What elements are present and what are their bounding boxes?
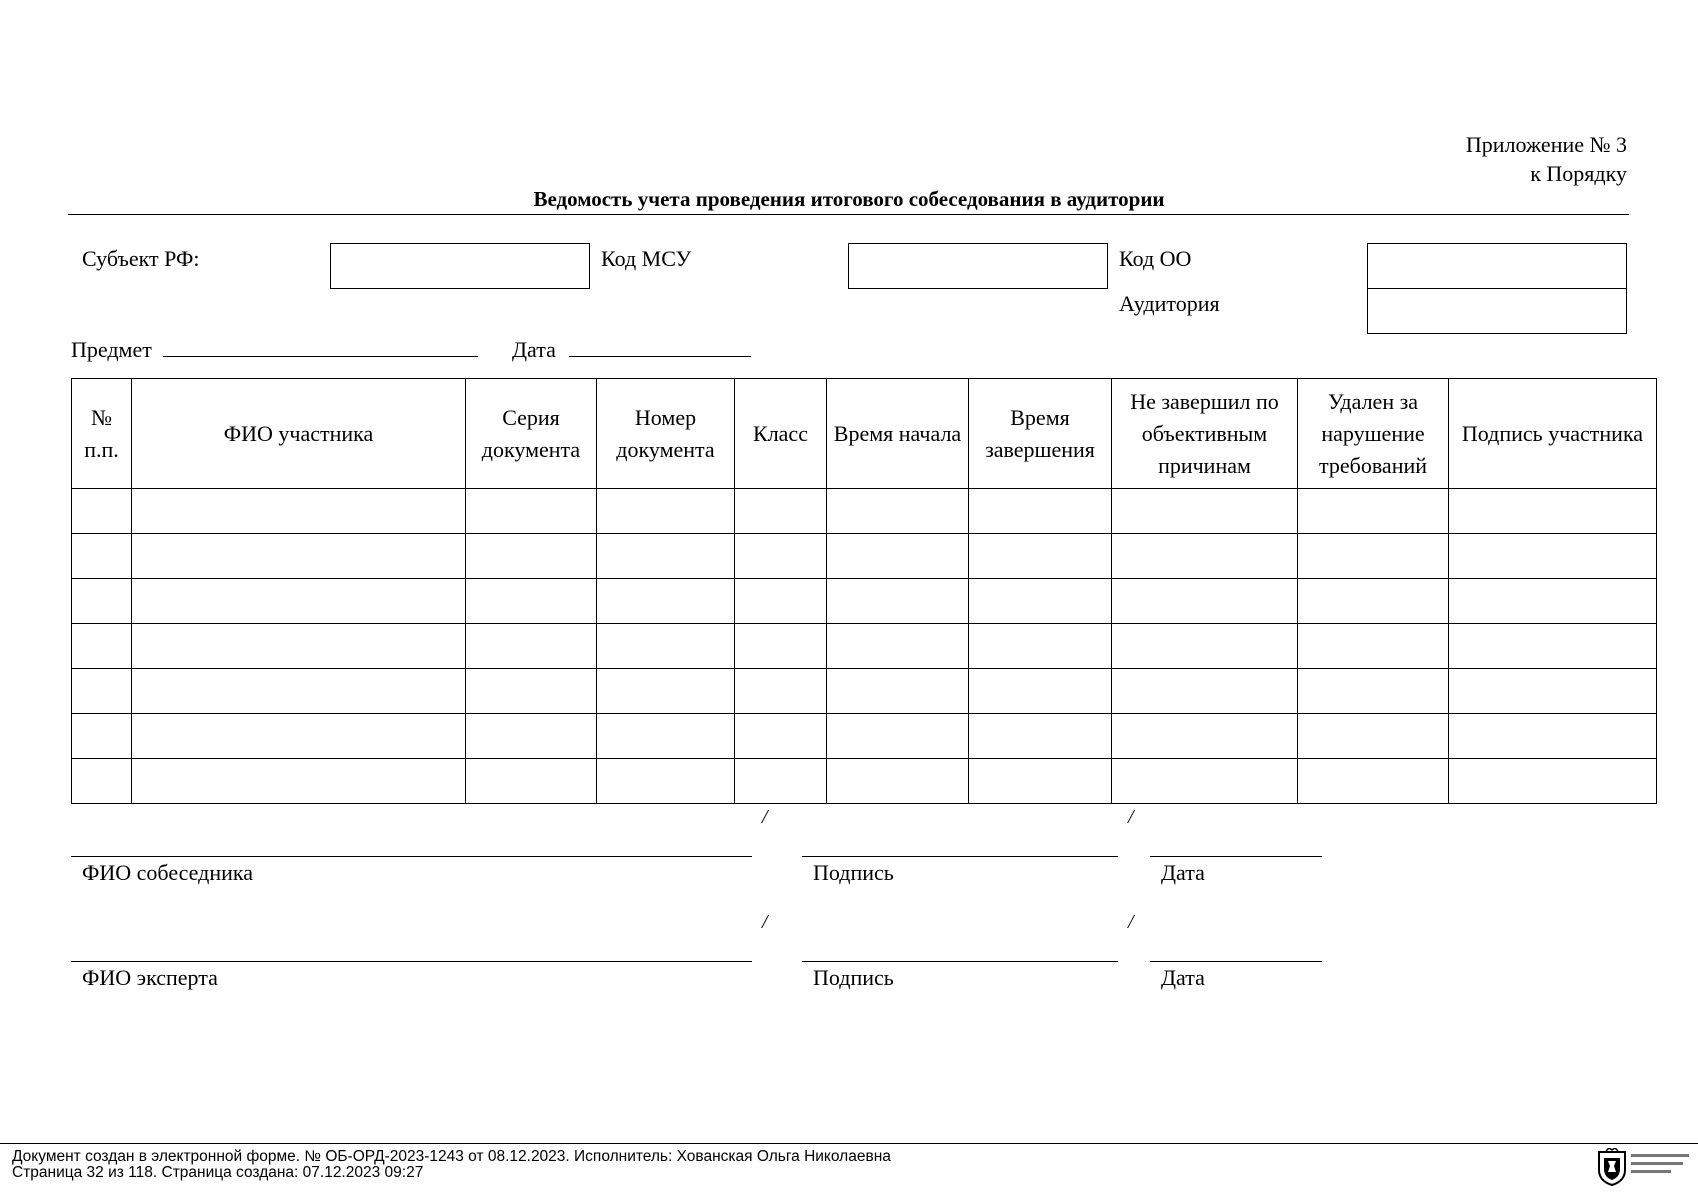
date-blank[interactable] [569,336,751,357]
table-cell[interactable] [1298,624,1449,669]
table-cell[interactable] [969,489,1112,534]
table-cell[interactable] [827,534,969,579]
government-seal [1596,1148,1692,1186]
table-cell[interactable] [72,669,132,714]
table-cell[interactable] [1449,759,1657,804]
table-cell[interactable] [735,759,827,804]
interviewer-name-line[interactable] [71,856,752,857]
footer-page-info: Страница 32 из 118. Страница создана: 07.12.2023 09:27 [12,1164,424,1181]
header-removed: Удален за нарушение требований [1298,379,1449,489]
interviewer-signature-line[interactable] [802,856,1118,857]
table-cell[interactable] [466,714,597,759]
table-row [72,714,1657,759]
interviewer-signature-label: Подпись [813,860,894,885]
oo-code-input-box[interactable] [1367,243,1627,289]
table-cell[interactable] [827,759,969,804]
table-cell[interactable] [466,579,597,624]
table-cell[interactable] [72,624,132,669]
table-cell[interactable] [597,669,735,714]
table-cell[interactable] [1112,714,1298,759]
header-end-time: Время завершения [969,379,1112,489]
expert-date-label: Дата [1161,965,1205,990]
table-cell[interactable] [969,759,1112,804]
table-cell[interactable] [1298,714,1449,759]
table-row [72,534,1657,579]
table-cell[interactable] [597,714,735,759]
table-cell[interactable] [72,534,132,579]
table-cell[interactable] [969,534,1112,579]
table-cell[interactable] [1449,714,1657,759]
date-field [512,336,751,363]
table-cell[interactable] [132,534,466,579]
table-cell[interactable] [72,759,132,804]
footer-divider [0,1143,1698,1144]
table-cell[interactable] [466,759,597,804]
header-start-time: Время начала [827,379,969,489]
subject-label: Субъект РФ: [82,246,200,271]
subject-matter-blank[interactable] [163,336,478,357]
table-cell[interactable] [969,579,1112,624]
oo-code-label: Код ОО [1119,246,1192,271]
header-not-completed: Не завершил по объективным причинам [1112,379,1298,489]
table-cell[interactable] [132,759,466,804]
table-cell[interactable] [1112,489,1298,534]
table-cell[interactable] [1298,534,1449,579]
table-cell[interactable] [1449,534,1657,579]
table-cell[interactable] [132,579,466,624]
expert-name-label: ФИО эксперта [82,965,218,990]
subject-input-box[interactable] [330,243,590,289]
document-footer [12,1149,891,1181]
separator-slash: / [762,911,768,933]
table-cell[interactable] [597,579,735,624]
table-cell[interactable] [1449,489,1657,534]
table-cell[interactable] [72,714,132,759]
subject-matter-label: Предмет [71,337,152,362]
separator-slash: / [1128,806,1134,828]
table-cell[interactable] [735,489,827,534]
interviewer-date-label: Дата [1161,860,1205,885]
table-cell[interactable] [969,714,1112,759]
interviewer-date-line[interactable] [1150,856,1322,857]
table-cell[interactable] [735,534,827,579]
table-cell[interactable] [827,489,969,534]
table-cell[interactable] [597,489,735,534]
expert-name-line[interactable] [71,961,752,962]
table-cell[interactable] [132,489,466,534]
appendix-order: к Порядку [1530,161,1627,186]
table-cell[interactable] [969,669,1112,714]
header-document-series: Серия документа [466,379,597,489]
table-cell[interactable] [1298,579,1449,624]
table-row [72,489,1657,534]
table-cell[interactable] [1298,489,1449,534]
table-cell[interactable] [827,669,969,714]
expert-signature-label: Подпись [813,965,894,990]
expert-date-line[interactable] [1150,961,1322,962]
table-cell[interactable] [72,579,132,624]
header-participant-name: ФИО участника [132,379,466,489]
table-cell[interactable] [466,669,597,714]
separator-slash: / [762,806,768,828]
table-cell[interactable] [1112,669,1298,714]
date-label: Дата [512,337,556,362]
msu-code-input-box[interactable] [848,243,1108,289]
table-cell[interactable] [72,489,132,534]
header-document-number: Номер документа [597,379,735,489]
interviewer-name-label: ФИО собеседника [82,860,254,885]
document-title: Ведомость учета проведения итогового собеседования в аудитории [533,187,1165,211]
table-body [72,489,1657,804]
table-header-row [72,379,1657,489]
table-cell[interactable] [466,534,597,579]
title-divider [68,214,1629,215]
table-cell[interactable] [1449,669,1657,714]
auditorium-label: Аудитория [1119,291,1220,316]
header-row-number: № п.п. [72,379,132,489]
table-cell[interactable] [735,714,827,759]
table-cell[interactable] [597,624,735,669]
expert-signature-line[interactable] [802,961,1118,962]
table-cell[interactable] [1449,624,1657,669]
table-cell[interactable] [132,714,466,759]
table-cell[interactable] [735,624,827,669]
table-cell[interactable] [1298,669,1449,714]
table-cell[interactable] [735,669,827,714]
table-row [72,669,1657,714]
table-row [72,579,1657,624]
table-cell[interactable] [1298,759,1449,804]
appendix-number: Приложение № 3 [1465,132,1627,157]
table-cell[interactable] [1112,579,1298,624]
table-cell[interactable] [827,714,969,759]
table-row [72,759,1657,804]
table-row [72,624,1657,669]
header-participant-signature: Подпись участника [1449,379,1657,489]
separator-slash: / [1128,911,1134,933]
table-cell[interactable] [827,579,969,624]
table-cell[interactable] [735,579,827,624]
appendix-note [1466,130,1627,188]
footer-document-info: Документ создан в электронной форме. № ОБ-ОРД-2023-1243 от 08.12.2023. Исполнитель: Хованская Ольга Николаевна [12,1148,891,1165]
table-cell[interactable] [132,669,466,714]
table-cell[interactable] [597,759,735,804]
table-cell[interactable] [132,624,466,669]
table-cell[interactable] [1112,624,1298,669]
table-cell[interactable] [466,489,597,534]
auditorium-input-box[interactable] [1367,288,1627,334]
table-cell[interactable] [1112,534,1298,579]
coat-of-arms-icon [1596,1148,1692,1186]
participants-table [71,378,1657,804]
table-cell[interactable] [827,624,969,669]
msu-code-label: Код МСУ [601,246,692,271]
table-cell[interactable] [969,624,1112,669]
table-cell[interactable] [1449,579,1657,624]
subject-matter-field [71,336,478,363]
table-cell[interactable] [597,534,735,579]
table-cell[interactable] [466,624,597,669]
table-cell[interactable] [1112,759,1298,804]
header-class: Класс [735,379,827,489]
